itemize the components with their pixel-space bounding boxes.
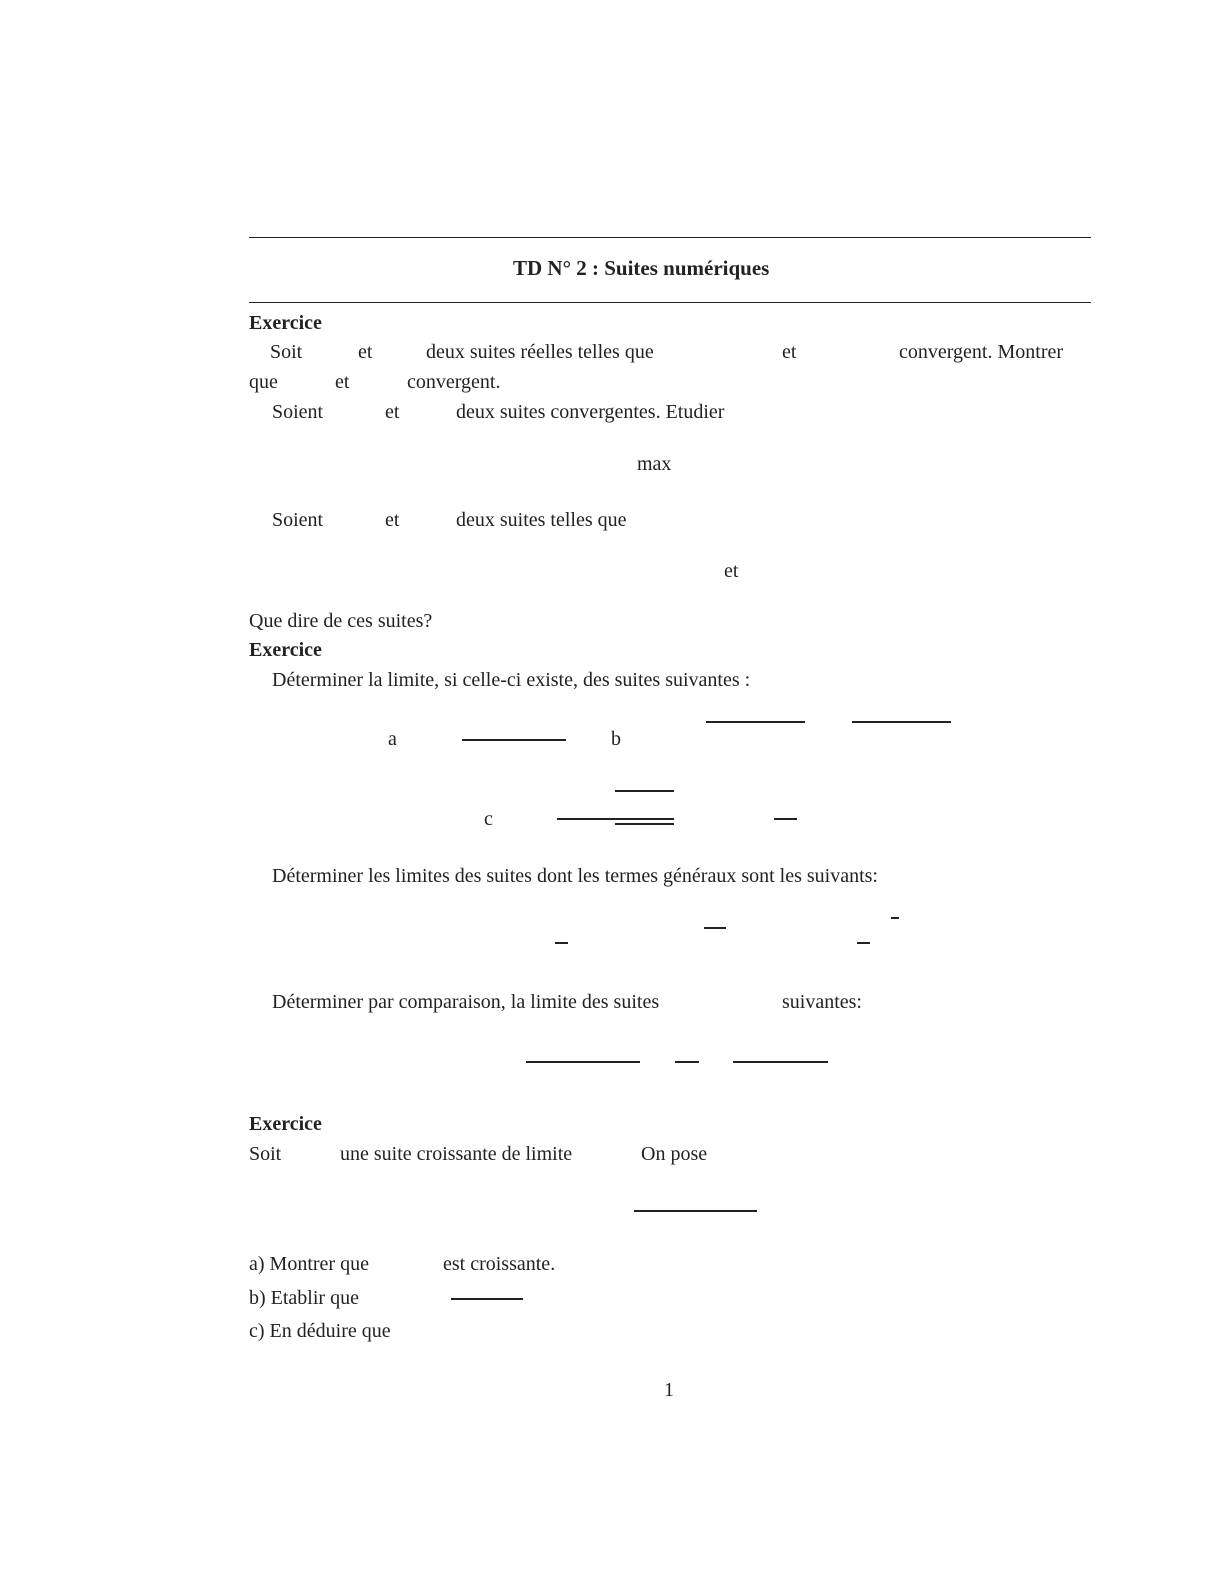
page-title: TD N° 2 : Suites numériques bbox=[513, 256, 770, 280]
text: Soit bbox=[270, 341, 303, 363]
fraction-bar bbox=[857, 942, 870, 944]
text: Déterminer la limite, si celle-ci existe, des suites suivantes : bbox=[272, 669, 751, 691]
item-label-c: c bbox=[484, 808, 493, 830]
fraction-bar bbox=[557, 818, 674, 820]
fraction-bar bbox=[891, 917, 899, 919]
text: Soient bbox=[272, 509, 324, 531]
text: et bbox=[335, 371, 350, 393]
text: Que dire de ces suites? bbox=[249, 610, 433, 632]
text: et bbox=[782, 341, 797, 363]
text: Soit bbox=[249, 1143, 282, 1165]
fraction-bar bbox=[852, 721, 951, 723]
text: deux suites convergentes. Etudier bbox=[456, 401, 725, 423]
fraction-bar bbox=[706, 721, 805, 723]
item-label-a: a bbox=[388, 728, 397, 750]
text: c) En déduire que bbox=[249, 1320, 391, 1342]
fraction-bar bbox=[615, 823, 674, 825]
item-label-b: b bbox=[611, 728, 621, 750]
text: max bbox=[637, 453, 672, 475]
text: a) Montrer que bbox=[249, 1253, 369, 1275]
exercise-1-heading: Exercice bbox=[249, 312, 322, 334]
text: et bbox=[724, 560, 739, 582]
fraction-bar bbox=[615, 790, 674, 792]
text: une suite croissante de limite bbox=[340, 1143, 573, 1165]
fraction-bar bbox=[634, 1210, 757, 1212]
text: Soient bbox=[272, 401, 324, 423]
text: Déterminer les limites des suites dont les termes généraux sont les suivants: bbox=[272, 865, 878, 887]
fraction-bar bbox=[675, 1061, 699, 1063]
page-number: 1 bbox=[664, 1379, 674, 1401]
text: et bbox=[358, 341, 373, 363]
text: et bbox=[385, 401, 400, 423]
fraction-bar bbox=[526, 1061, 640, 1063]
text: est croissante. bbox=[443, 1253, 556, 1275]
exercise-3-heading: Exercice bbox=[249, 1113, 322, 1135]
title-rule bbox=[249, 302, 1091, 303]
text: suivantes: bbox=[782, 991, 862, 1013]
text: convergent. bbox=[407, 371, 501, 393]
text: deux suites telles que bbox=[456, 509, 627, 531]
text: b) Etablir que bbox=[249, 1287, 359, 1309]
text: On pose bbox=[641, 1143, 708, 1165]
text: et bbox=[385, 509, 400, 531]
text: deux suites réelles telles que bbox=[426, 341, 654, 363]
fraction-bar bbox=[555, 942, 568, 944]
fraction-bar bbox=[733, 1061, 828, 1063]
top-rule bbox=[249, 237, 1091, 238]
fraction-bar bbox=[774, 818, 797, 820]
text: convergent. Montrer bbox=[899, 341, 1064, 363]
fraction-bar bbox=[704, 927, 726, 929]
exercise-2-heading: Exercice bbox=[249, 639, 322, 661]
fraction-bar bbox=[451, 1298, 523, 1300]
text: Déterminer par comparaison, la limite des suites bbox=[272, 991, 660, 1013]
fraction-bar bbox=[462, 739, 566, 741]
text: que bbox=[249, 371, 278, 393]
